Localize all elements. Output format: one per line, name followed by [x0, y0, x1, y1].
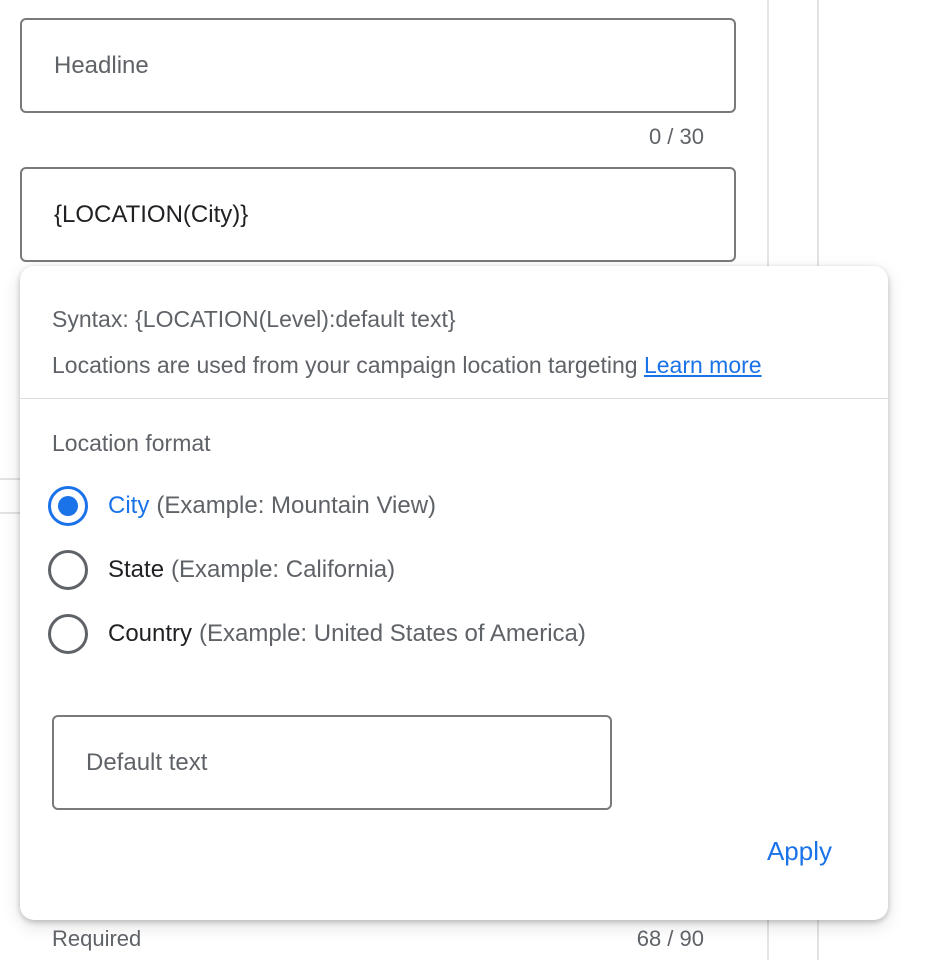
location-format-label: Location format: [52, 430, 211, 456]
description-char-counter: 68 / 90: [636, 926, 704, 951]
divider: [20, 398, 888, 399]
option-country-example: (Example: United States of America): [199, 620, 586, 647]
radio-option-country[interactable]: [48, 614, 586, 654]
radio-checked-icon[interactable]: [48, 486, 88, 526]
required-label: Required: [52, 926, 142, 951]
option-country-label: Country: [108, 620, 193, 647]
radio-option-state[interactable]: [48, 550, 395, 590]
location-info-label: Locations are used from your campaign location targeting: [52, 352, 638, 378]
background-line: [0, 512, 22, 514]
headline-field[interactable]: [20, 18, 736, 113]
apply-button[interactable]: Apply: [766, 836, 832, 866]
option-city-example: (Example: Mountain View): [156, 492, 437, 519]
default-text-field[interactable]: [52, 715, 612, 810]
location-input[interactable]: [54, 201, 734, 229]
default-text-input[interactable]: [86, 749, 610, 777]
location-info-text: [52, 352, 762, 379]
location-insert-popup: [20, 266, 888, 920]
option-city-label: City: [108, 492, 150, 519]
headline-input[interactable]: [54, 52, 734, 80]
radio-unchecked-icon[interactable]: [48, 550, 88, 590]
location-field[interactable]: [20, 167, 736, 262]
option-state-label: State: [108, 556, 165, 583]
radio-option-city[interactable]: [48, 486, 436, 526]
radio-unchecked-icon[interactable]: [48, 614, 88, 654]
syntax-text: Syntax: {LOCATION(Level):default text}: [52, 306, 456, 332]
option-state-example: (Example: California): [171, 556, 396, 583]
background-line: [0, 478, 22, 480]
learn-more-link[interactable]: Learn more: [643, 352, 762, 378]
headline-char-counter: 0 / 30: [648, 124, 704, 149]
